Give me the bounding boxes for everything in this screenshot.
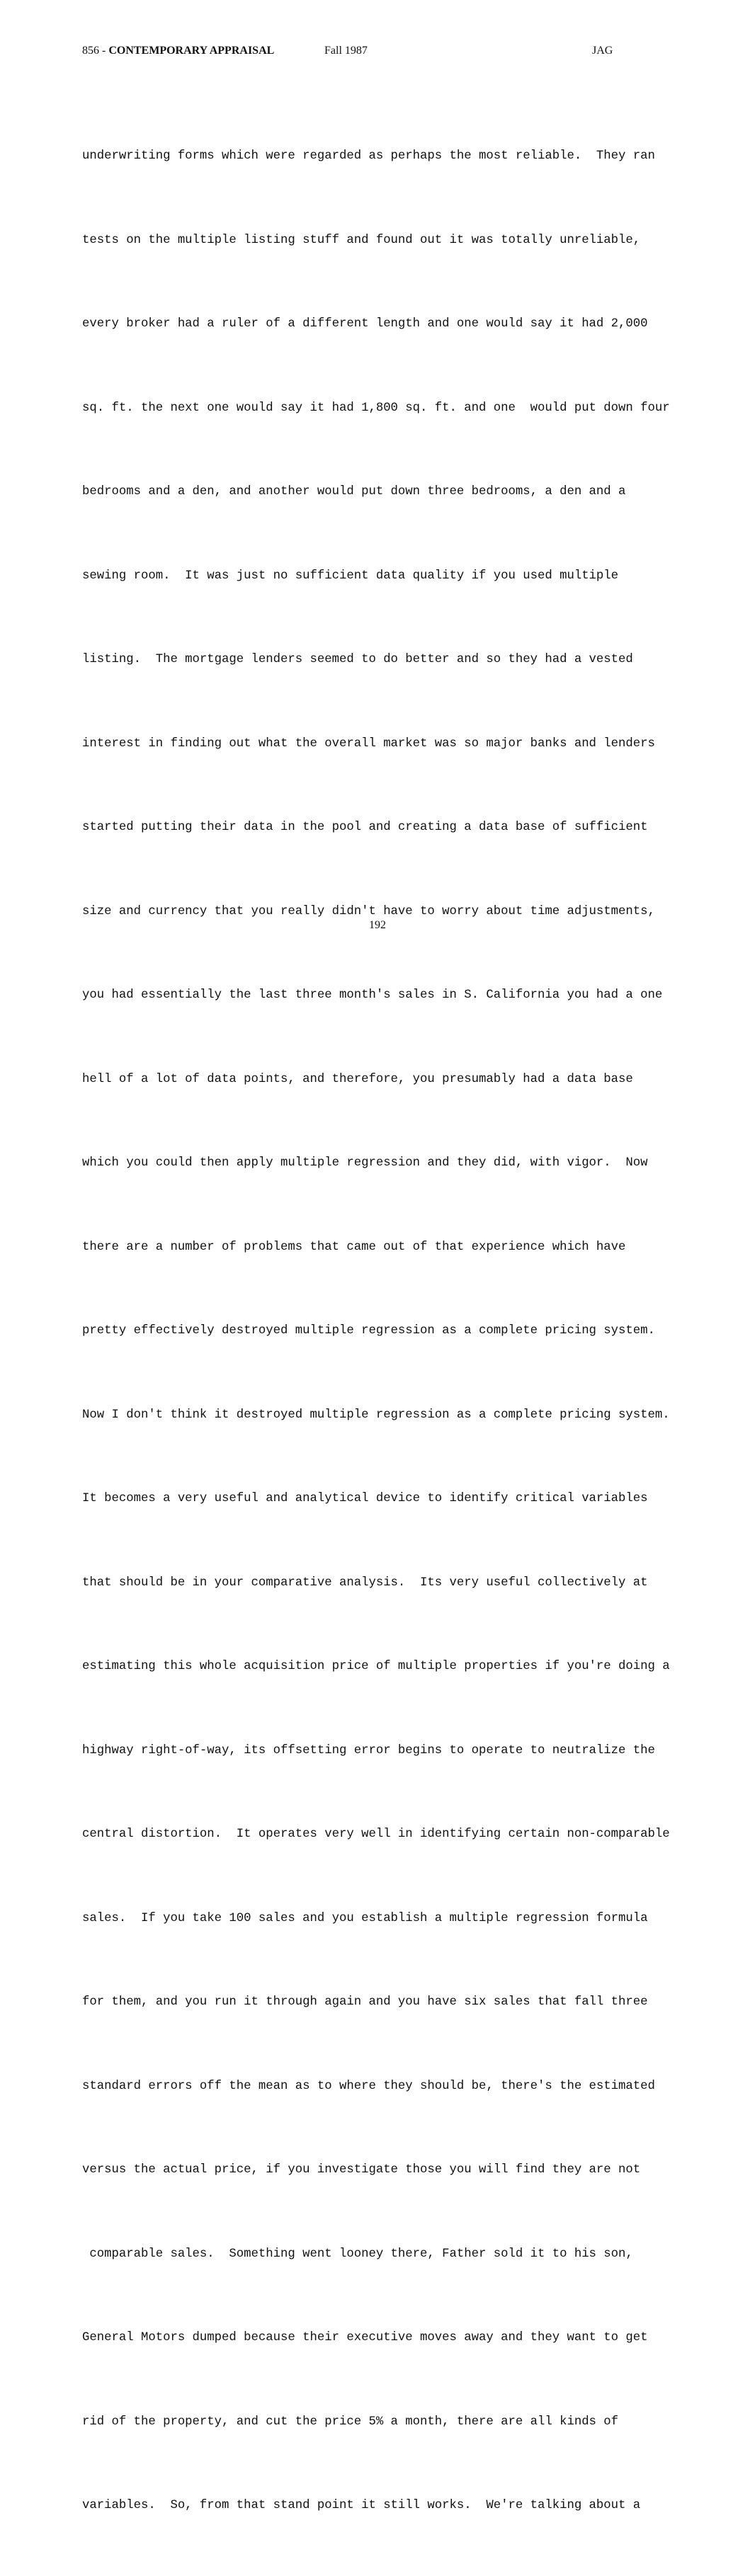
text-line: General Motors dumped because their executive moves away and they want to get: [82, 2331, 648, 2344]
text-line: underwriting forms which were regarded as perhaps the most reliable. They ran: [82, 149, 655, 163]
text-line: there are a number of problems that came out of that experience which have: [82, 1240, 626, 1254]
text-line: Now I don't think it destroyed multiple regression as a complete pricing system.: [82, 1408, 670, 1422]
text-line: hell of a lot of data points, and therefore, you presumably had a data base: [82, 1072, 633, 1086]
text-line: variables. So, from that stand point it still works. We're talking about a: [82, 2499, 641, 2512]
transcript-body: [82, 86, 720, 2576]
text-line: tests on the multiple listing stuff and found out it was totally unreliable,: [82, 233, 641, 247]
course-number: 856 -: [82, 45, 109, 57]
text-line: rid of the property, and cut the price 5% a month, there are all kinds of: [82, 2415, 619, 2429]
page-number: 192: [369, 919, 386, 931]
text-line: listing. The mortgage lenders seemed to do better and so they had a vested: [82, 653, 633, 666]
text-line: you had essentially the last three month's sales in S. California you had a one: [82, 988, 663, 1002]
text-line: versus the actual price, if you investigate those you will find they are not: [82, 2163, 641, 2177]
text-line: that should be in your comparative analysis. Its very useful collectively at: [82, 1575, 648, 1590]
page-header: [0, 44, 755, 61]
text-line: interest in finding out what the overall market was so major banks and lenders: [82, 736, 655, 751]
text-line: standard errors off the mean as to where they should be, there's the estimated: [82, 2079, 655, 2093]
text-line: central distortion. It operates very well in identifying certain non-comparable: [82, 1828, 670, 1841]
text-line: bedrooms and a den, and another would put down three bedrooms, a den and a: [82, 485, 626, 498]
text-line: highway right-of-way, its offsetting error begins to operate to neutralize the: [82, 1743, 655, 1757]
course-title: CONTEMPORARY APPRAISAL: [108, 45, 275, 57]
text-line: size and currency that you really didn't have to worry about time adjustments,: [82, 904, 655, 918]
text-line: for them, and you run it through again and you have six sales that fall three: [82, 1995, 648, 2009]
text-line: sewing room. It was just no sufficient data quality if you used multiple: [82, 569, 619, 583]
text-line: which you could then apply multiple regression and they did, with vigor. Now: [82, 1156, 648, 1170]
text-line: comparable sales. Something went looney there, Father sold it to his son,: [82, 2247, 633, 2261]
text-line: pretty effectively destroyed multiple regression as a complete pricing system.: [82, 1324, 655, 1338]
text-line: sq. ft. the next one would say it had 1,800 sq. ft. and one would put down four: [82, 401, 670, 415]
text-line: sales. If you take 100 sales and you establish a multiple regression formula: [82, 1911, 648, 1925]
text-line: It becomes a very useful and analytical device to identify critical variables: [82, 1492, 648, 1505]
text-line: started putting their data in the pool and creating a data base of sufficient: [82, 821, 648, 834]
text-line: estimating this whole acquisition price of multiple properties if you're doing a: [82, 1660, 670, 1673]
author-initials: JAG: [592, 45, 613, 57]
course-heading: [82, 44, 274, 58]
term-label: Fall 1987: [324, 45, 368, 57]
text-line: every broker had a ruler of a different length and one would say it had 2,000: [82, 317, 648, 331]
